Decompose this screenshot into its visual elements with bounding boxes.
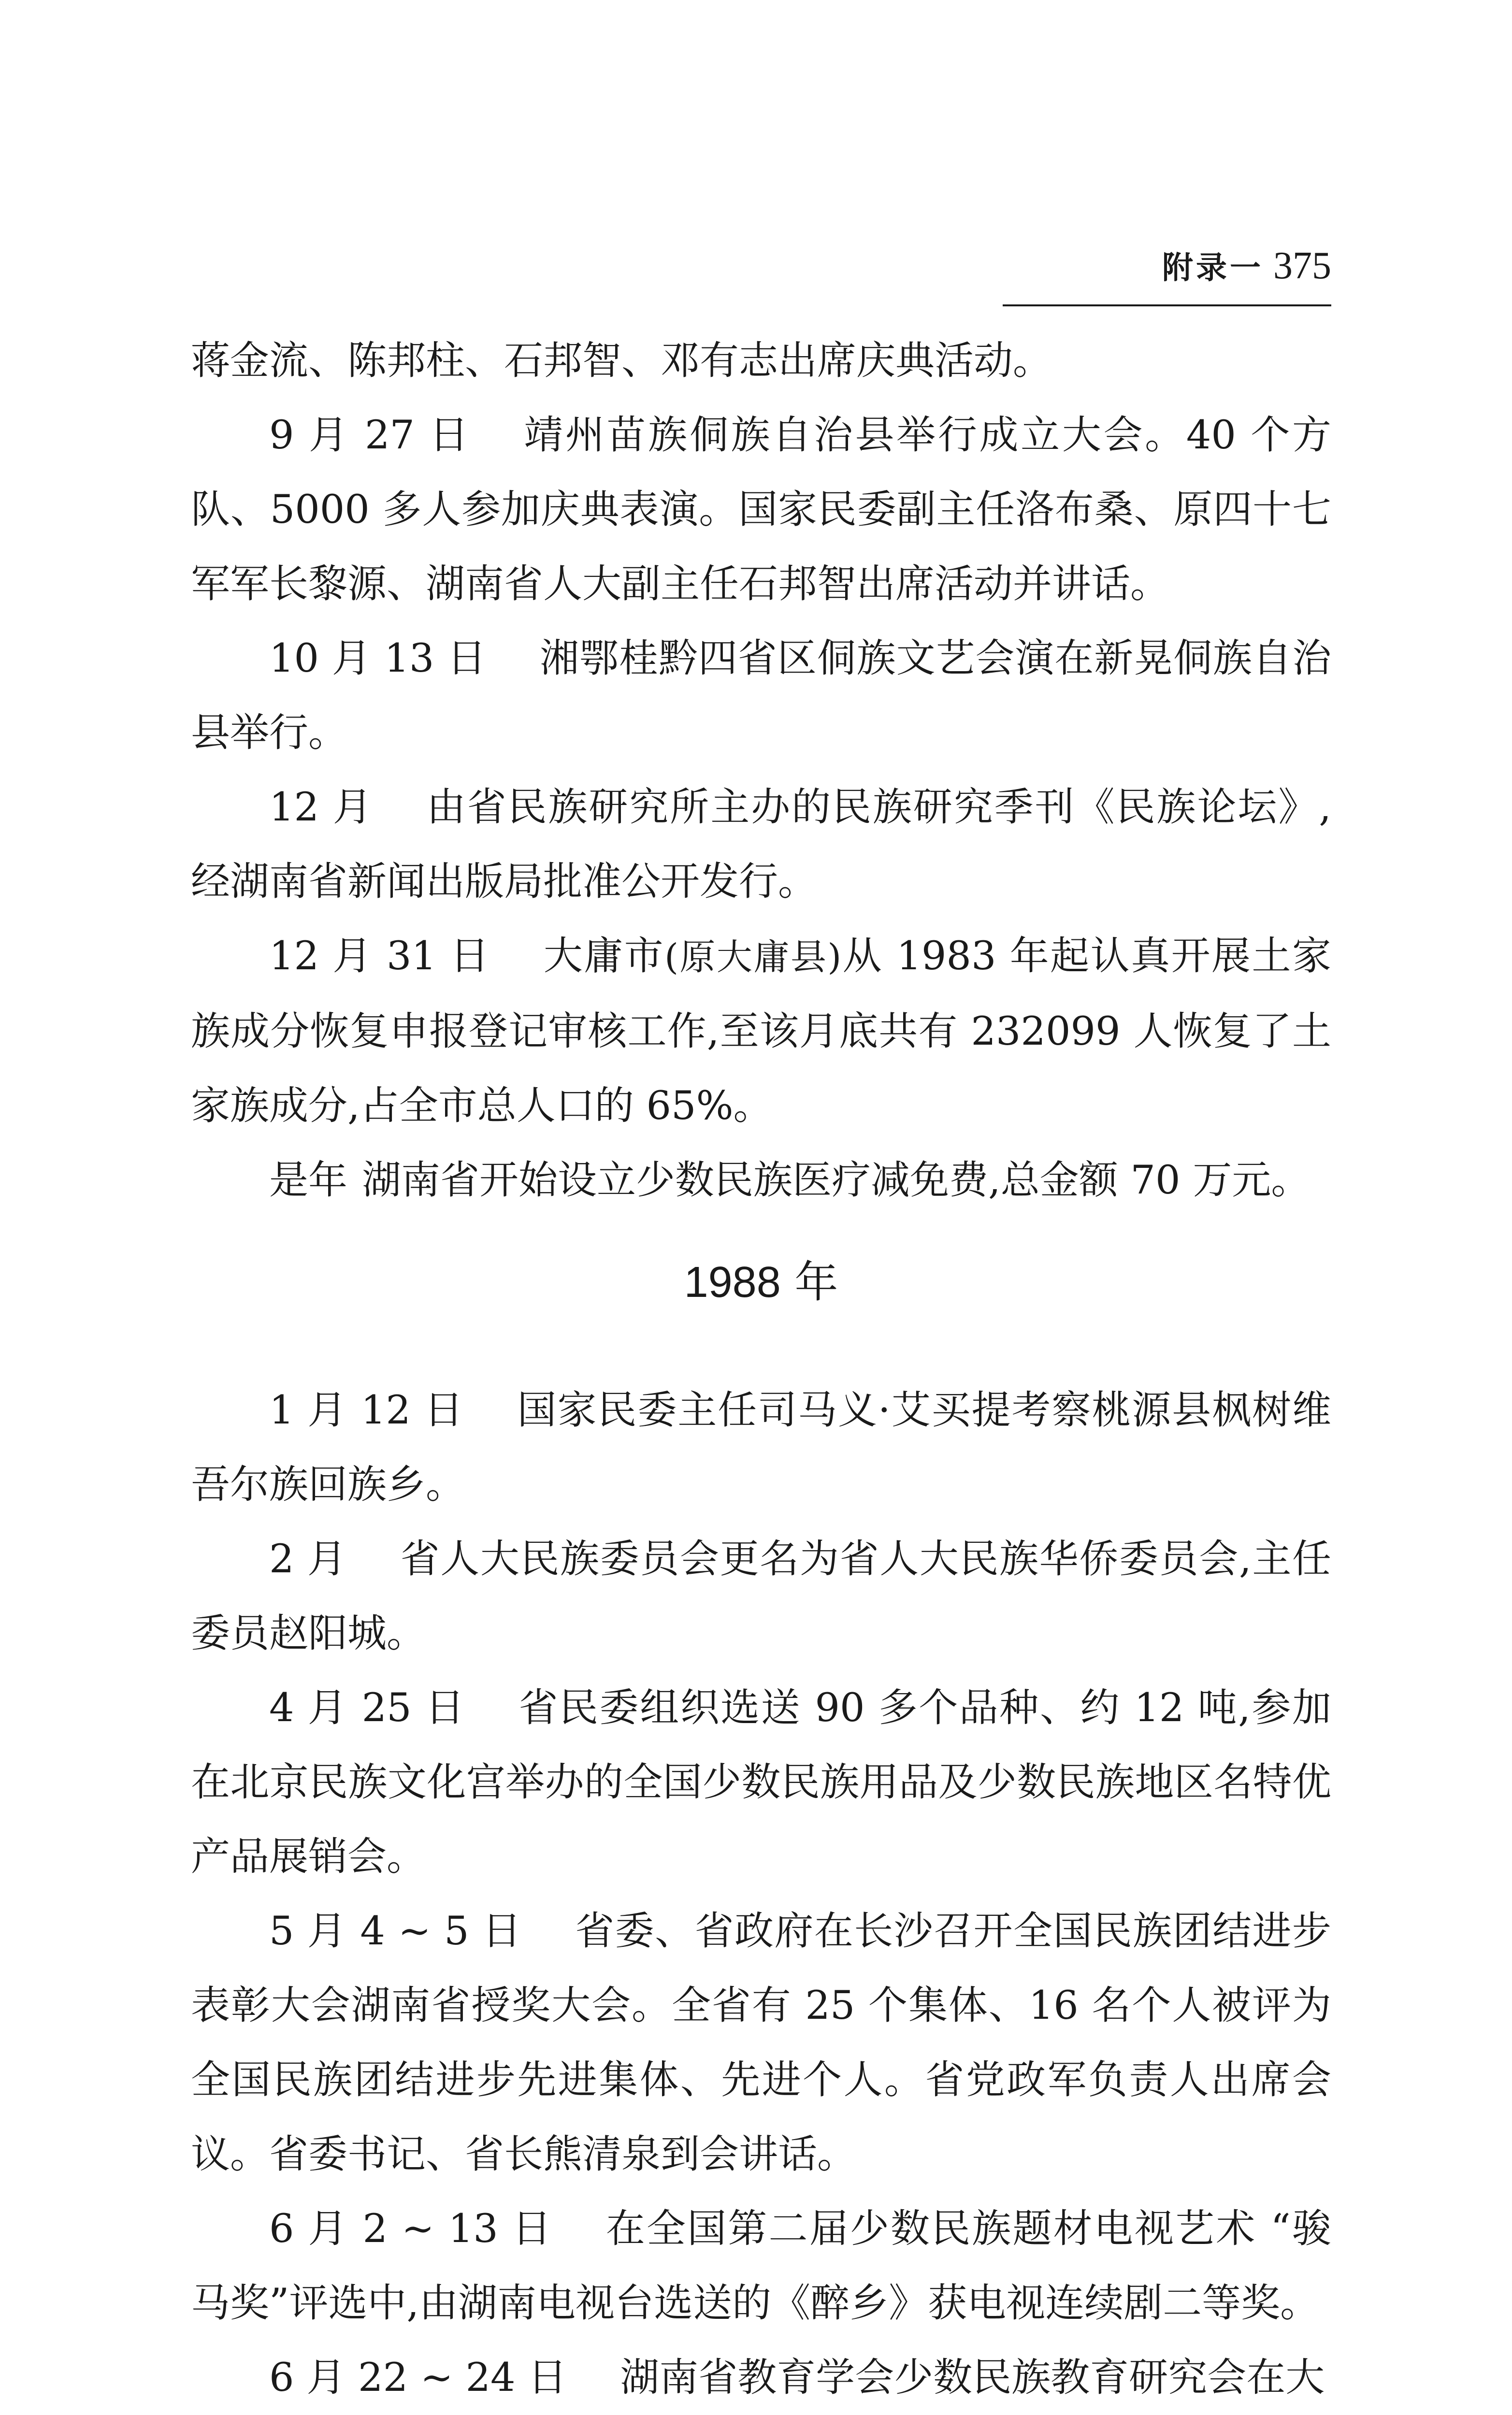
year-heading-suffix: 年 (794, 1257, 838, 1308)
page-number: 375 (1273, 244, 1331, 287)
chronicle-entry (191, 919, 1331, 1143)
chronicle-entry (191, 398, 1331, 621)
body-text (191, 324, 1331, 2415)
entry-date: 12 月 31 日 (269, 934, 490, 979)
chronicle-entry (191, 1894, 1331, 2192)
entry-date: 1 月 12 日 (269, 1388, 464, 1433)
entry-date: 4 月 25 日 (269, 1685, 466, 1731)
entry-text: 国家民委主任司马义·艾买提考察桃源县枫树维吾尔族回族乡。 (191, 1388, 1331, 1508)
chronicle-entry (191, 770, 1331, 919)
entry-text: 从 1983 年起认真开展土家族成分恢复申报登记审核工作,至该月底共有 232099 人恢复了土家族成分,占全市总人口的 65%。 (191, 934, 1331, 1129)
chronicle-entry (191, 621, 1331, 770)
entry-text: 省民委组织选送 90 多个品种、约 12 吨,参加在北京民族文化宫举办的全国少数民族用品及少数民族地区名特优产品展销会。 (191, 1685, 1331, 1880)
chronicle-entry (191, 1671, 1331, 1894)
header-section-title: 附录一 (1162, 250, 1264, 286)
year-heading (191, 1258, 1331, 1307)
chronicle-entry (191, 2341, 1331, 2415)
chronicle-entry (191, 1143, 1331, 1218)
book-page (191, 242, 1331, 2401)
entry-text: 湘鄂桂黔四省区侗族文艺会演在新晃侗族自治县举行。 (191, 636, 1331, 756)
running-header (1003, 242, 1331, 306)
entry-date: 是年 (269, 1158, 348, 1203)
entry-text: 在全国第二届少数民族题材电视艺术 “骏马奖”评选中,由湖南电视台选送的《醉乡》获电视连续剧二等奖。 (191, 2206, 1331, 2326)
entry-text: 省委、省政府在长沙召开全国民族团结进步表彰大会湖南省授奖大会。全省有 25 个集体、16 名个人被评为全国民族团结进步先进集体、先进个人。省党政军负责人出席会议。省委书记、省长熊清泉到会讲话。 (191, 1909, 1331, 2177)
entry-date: 6 月 2 ~ 13 日 (269, 2206, 553, 2252)
entry-text: 省人大民族委员会更名为省人大民族华侨委员会,主任委员赵阳城。 (191, 1537, 1331, 1656)
entry-text: 大庸市 (543, 934, 665, 979)
entry-date: 12 月 (269, 785, 374, 830)
entry-inline-note: (原大庸县) (664, 936, 842, 978)
year-heading-number: 1988 (684, 1258, 781, 1307)
entry-text: 由省民族研究所主办的民族研究季刊《民族论坛》,经湖南省新闻出版局批准公开发行。 (191, 785, 1331, 905)
entry-date: 2 月 (269, 1537, 347, 1582)
entry-date: 9 月 27 日 (269, 413, 471, 458)
continued-paragraph: 蒋金流、陈邦柱、石邦智、邓有志出席庆典活动。 (191, 338, 1052, 384)
entry-text: 靖州苗族侗族自治县举行成立大会。40 个方队、5000 多人参加庆典表演。国家民委副主任洛布桑、原四十七军军长黎源、湖南省人大副主任石邦智出席活动并讲话。 (191, 413, 1331, 607)
entry-date: 5 月 4 ~ 5 日 (269, 1909, 522, 1954)
chronicle-entry (191, 2192, 1331, 2341)
chronicle-entry (191, 1522, 1331, 1671)
entry-date: 6 月 22 ~ 24 日 (269, 2355, 567, 2401)
entry-text: 湖南省教育学会少数民族教育研究会在大 (620, 2355, 1325, 2401)
entry-text: 湖南省开始设立少数民族医疗减免费,总金额 70 万元。 (362, 1158, 1310, 1203)
chronicle-entry (191, 1373, 1331, 1522)
entry-date: 10 月 13 日 (269, 636, 487, 681)
